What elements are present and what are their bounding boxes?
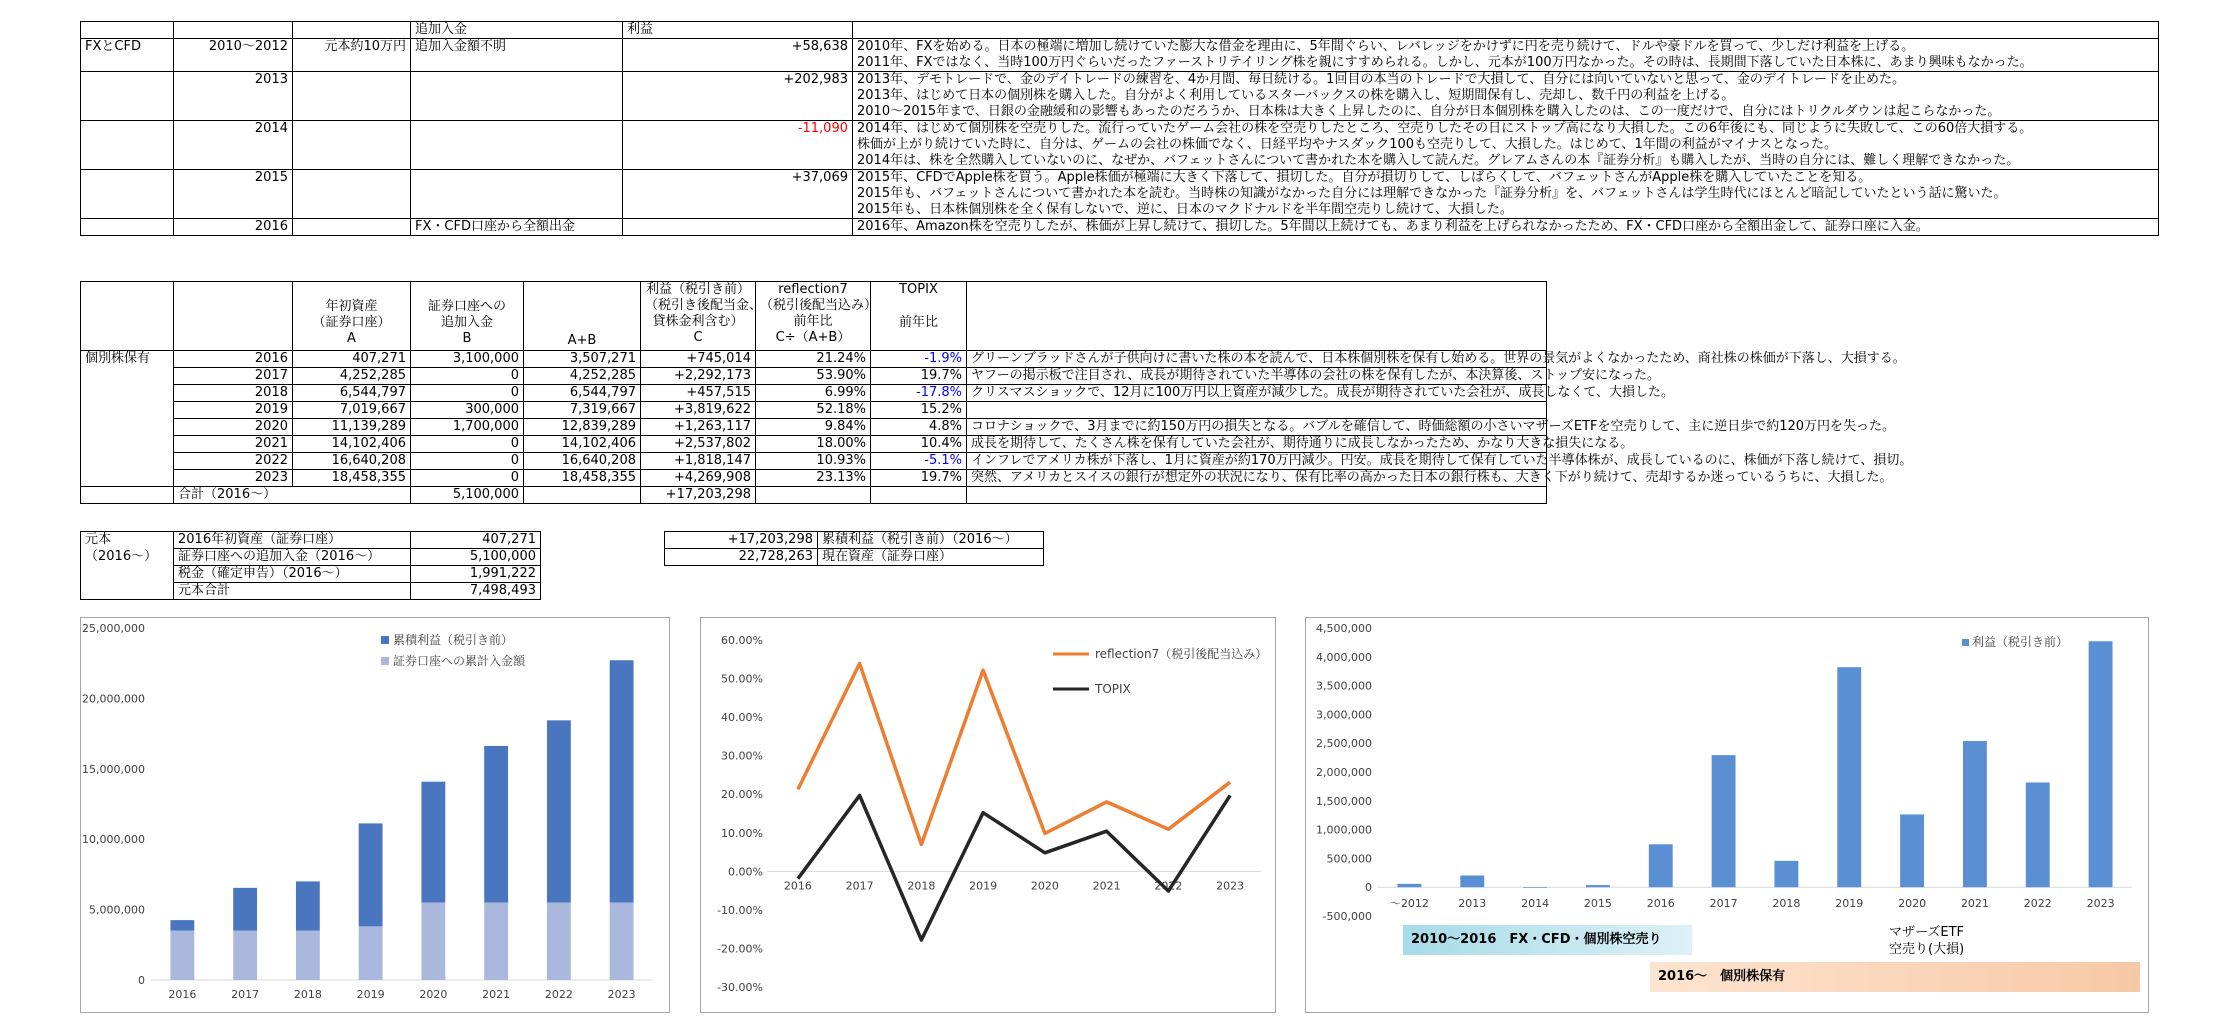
y-tick-label: -20.00%: [717, 942, 763, 956]
table2-cell-t: 19.7%: [871, 368, 967, 385]
table2-cell-a: 14,102,406: [293, 436, 411, 453]
table1-cell-c0: FXとCFD: [81, 39, 174, 72]
y-tick-label: -500,000: [1322, 910, 1372, 923]
table2-cell-r: 9.84%: [756, 419, 871, 436]
table2-cell-b: 0: [411, 453, 524, 470]
stock-holding-table: [80, 281, 1913, 504]
table2-total-cell: [967, 487, 1547, 504]
bar-profit: [547, 720, 571, 902]
table2-cell-note: [967, 402, 1547, 419]
table1-note: 2014年、はじめて個別株を空売りした。流行っていたゲーム会社の株を空売りしたところ、空売りしたその日にストップ高になり大損した。この6年後にも、同じように失敗して、この60倍大損する。: [853, 121, 2159, 138]
table2-row: [81, 453, 1547, 470]
table2-cell-a: 7,019,667: [293, 402, 411, 419]
table2-cell-year: 2020: [174, 419, 293, 436]
table2-cell-r: 10.93%: [756, 453, 871, 470]
bar-deposit: [359, 926, 383, 980]
x-tick-label: 2021: [482, 988, 511, 1001]
profit-bar: [1397, 884, 1421, 887]
table2-row: [81, 368, 1547, 385]
profit-bar: [1586, 885, 1610, 887]
table2-cell-r: 6.99%: [756, 385, 871, 402]
y-tick-label: 40.00%: [721, 711, 763, 725]
mothers-etf-note-2: 空売り(大損): [1889, 942, 1965, 957]
x-tick-label: 2020: [419, 988, 448, 1001]
table1-cell-c0: [81, 121, 174, 170]
summary-value: +17,203,298: [665, 532, 818, 549]
table2-header-row: [81, 282, 1547, 351]
table2-cell-b: 0: [411, 470, 524, 487]
principal-value: 5,100,000: [411, 549, 541, 566]
x-tick-label: 2021: [1960, 897, 1989, 911]
legend-swatch: [381, 657, 389, 665]
table1-row: [81, 39, 2159, 56]
bar-deposit: [610, 902, 634, 980]
principal-value: 1,991,222: [411, 566, 541, 583]
table2-cell-note: グリーンブラッドさんが子供向けに書いた株の本を読んで、日本株個別株を保有し始める。世界の景気がよくなかったため、商社株の株価が下落し、大損する。: [967, 351, 1547, 368]
table1-cell-c3: 追加入金額不明: [411, 39, 623, 72]
legend-swatch: [1962, 639, 1969, 646]
table1-header-cell: [293, 22, 411, 39]
header-profit: 利益（税引き前） （税引き後配当金、 貸株金利含む） C: [641, 282, 756, 351]
profit-bar: [1712, 755, 1736, 887]
table2-total-cell: +17,203,298: [641, 487, 756, 504]
table2-cell-ab: 4,252,285: [524, 368, 641, 385]
table1-cell-c1: 2013: [174, 72, 293, 121]
legend-label: reflection7（税引後配当込み）: [1095, 647, 1268, 661]
table1-cell-c1: 2010～2012: [174, 39, 293, 72]
table1-cell-c2: [293, 121, 411, 170]
bar-deposit: [421, 902, 445, 980]
table2-cell-b: 1,700,000: [411, 419, 524, 436]
table1-cell-c3: FX・CFD口座から全額出金: [411, 219, 623, 236]
fx-cfd-history-table: [80, 21, 2159, 236]
table2-total-row: [81, 487, 1547, 504]
y-tick-label: 3,500,000: [1316, 679, 1372, 693]
table1-note: 2010年、FXを始める。日本の極端に増加し続けていた膨大な借金を理由に、5年間ぐらい、レバレッジをかけずに円を売り続けて、ドルや豪ドルを買って、少しだけ利益を上げる。: [853, 39, 2159, 56]
summary-key: 現在資産（証券口座）: [818, 549, 1044, 566]
y-tick-label: 30.00%: [721, 749, 763, 763]
y-tick-label: 20.00%: [721, 788, 763, 802]
y-tick-label: 3,000,000: [1316, 708, 1372, 722]
table1-cell-c2: [293, 72, 411, 121]
table2-cell-note: 突然、アメリカとスイスの銀行が想定外の状況になり、保有比率の高かった日本の銀行株も、大きく下がり続けて、売却するか迷っているうちに、大損した。: [967, 470, 1547, 487]
bar-profit: [296, 881, 320, 930]
table2-cell-year: 2017: [174, 368, 293, 385]
table1-cell-c4: +202,983: [623, 72, 853, 121]
legend-label: TOPIX: [1095, 682, 1131, 696]
band-fx-cfd: 2010～2016 FX・CFD・個別株空売り: [1403, 925, 1692, 955]
table2-cell-year: 2019: [174, 402, 293, 419]
bar-deposit: [296, 931, 320, 980]
table2-cell-b: 0: [411, 436, 524, 453]
principal-sublabel: （2016～）: [81, 549, 174, 566]
table2-row-label: 個別株保有: [81, 351, 174, 487]
reflection7-line: [798, 664, 1230, 845]
table2-row: [81, 385, 1547, 402]
legend-label: 証券口座への累計入金額: [393, 654, 526, 668]
table1-row: [81, 121, 2159, 138]
x-tick-label: 2023: [607, 988, 636, 1001]
table1-header-profit: 利益: [623, 22, 853, 39]
y-tick-label: 50.00%: [721, 672, 763, 686]
table2-cell-ab: 3,507,271: [524, 351, 641, 368]
table1-cell-c0: [81, 72, 174, 121]
y-tick-label: 5,000,000: [89, 903, 145, 917]
x-tick-label: 2019: [1835, 897, 1864, 911]
table2-cell-c: +457,515: [641, 385, 756, 402]
x-tick-label: 2013: [1458, 897, 1487, 911]
y-tick-label: 500,000: [1326, 852, 1372, 866]
principal-key: 2016年初資産（証券口座）: [174, 532, 411, 549]
table2-cell-year: 2018: [174, 385, 293, 402]
header-topix: TOPIX 前年比: [871, 282, 967, 351]
x-tick-label: 2016: [1646, 897, 1675, 911]
band-stock-holding: 2016～ 個別株保有: [1650, 962, 2140, 992]
bar-profit: [610, 660, 634, 902]
x-tick-label: 2018: [907, 879, 936, 893]
y-tick-label: 1,000,000: [1316, 823, 1372, 837]
table2-cell-note: 成長を期待して、たくさん株を保有していた会社が、期待通りに成長しなかったため、かなり大きな損失になる。: [967, 436, 1547, 453]
profit-bar: [1900, 814, 1924, 887]
table1-note: 株価が上がり続けていた時に、自分は、ゲームの会社の株価でなく、日経平均やナスダック100も空売りして、大損した。はじめて、1年間の利益がマイナスとなった。: [853, 137, 2159, 153]
x-tick-label: 2019: [356, 988, 385, 1001]
bar-profit: [233, 888, 257, 931]
table2-cell-t: 10.4%: [871, 436, 967, 453]
table2-cell-ab: 16,640,208: [524, 453, 641, 470]
x-tick-label: 2021: [1092, 879, 1121, 893]
x-tick-label: 2019: [969, 879, 998, 893]
table1-note: 2014年は、株を全然購入していないのに、なぜか、バフェットさんについて書かれた本を購入して読んだ。グレアムさんの本『証券分析』も購入したが、当時の自分には、難しく理解できなかった。: [853, 153, 2159, 170]
legend-label: 利益（税引き前）: [1972, 635, 2069, 649]
y-tick-label: 0.00%: [728, 865, 763, 879]
x-tick-label: 2022: [1154, 879, 1183, 893]
table2-total-cell: 合計（2016～）: [174, 487, 411, 504]
table1-note: 2015年も、日本株個別株を全く保有しないで、逆に、日本のマクドナルドを半年間空売りし続けて、大損した。: [853, 202, 2159, 219]
x-tick-label: ～2012: [1389, 897, 1429, 911]
table1-header-deposit: 追加入金: [411, 22, 623, 39]
y-tick-label: 10,000,000: [82, 833, 145, 847]
summary-value: 22,728,263: [665, 549, 818, 566]
x-tick-label: 2017: [231, 988, 260, 1001]
principal-value: 407,271: [411, 532, 541, 549]
profit-bar: [1523, 887, 1547, 888]
y-tick-label: 1,500,000: [1316, 794, 1372, 808]
table2-cell-year: 2016: [174, 351, 293, 368]
table1-row: [81, 72, 2159, 89]
table2-cell-c: +1,263,117: [641, 419, 756, 436]
table2-row: [81, 419, 1547, 436]
table2-row: [81, 470, 1547, 487]
table2-cell-note: クリスマスショックで、12月に100万円以上資産が減少した。成長が期待されていた会社が、成長しなくて、大損した。: [967, 385, 1547, 402]
bar-deposit: [170, 931, 194, 980]
x-tick-label: 2014: [1521, 897, 1550, 911]
y-tick-label: 15,000,000: [82, 762, 145, 776]
table1-note: 2013年、はじめて日本の個別株を購入した。自分がよく利用しているスターバックスの株を購入し、短期間保有し、売却し、数千円の利益を上げる。: [853, 88, 2159, 104]
header-deposit: 証券口座への 追加入金 B: [411, 282, 524, 351]
table2-cell-c: +745,014: [641, 351, 756, 368]
profit-bar: [2089, 641, 2113, 887]
table1-row: [81, 219, 2159, 236]
x-tick-label: 2020: [1898, 897, 1927, 911]
table1-cell-c0: [81, 170, 174, 219]
profit-bar: [1649, 844, 1673, 887]
y-tick-label: -10.00%: [717, 903, 763, 917]
table1-cell-c2: 元本約10万円: [293, 39, 411, 72]
table2-cell-a: 407,271: [293, 351, 411, 368]
y-tick-label: 2,500,000: [1316, 737, 1372, 751]
table1-cell-c0: [81, 219, 174, 236]
x-tick-label: 2022: [2023, 897, 2052, 911]
x-tick-label: 2018: [1772, 897, 1801, 911]
bar-profit: [484, 746, 508, 903]
table1-note: 2010～2015年まで、日銀の金融緩和の影響もあったのだろうか、日本株は大きく上昇したのに、自分が日本個別株を購入したのは、この一度だけで、自分にはトリクルダウンは起こらなかった。: [853, 104, 2159, 121]
x-tick-label: 2017: [1709, 897, 1738, 911]
table2-cell-year: 2022: [174, 453, 293, 470]
bar-profit: [170, 920, 194, 930]
table2-cell-c: +2,537,802: [641, 436, 756, 453]
yearly-return-chart: [700, 617, 1276, 1013]
header-reflection7: reflection7 （税引後配当込み） 前年比 C÷（A+B）: [756, 282, 871, 351]
header-start-assets: 年初資産 （証券口座） A: [293, 282, 411, 351]
table2-cell-a: 16,640,208: [293, 453, 411, 470]
table2-cell-t: 4.8%: [871, 419, 967, 436]
table2-total-cell: [524, 487, 641, 504]
table1-cell-c1: 2015: [174, 170, 293, 219]
principal-label: 元本: [81, 532, 174, 549]
table2-cell-b: 3,100,000: [411, 351, 524, 368]
bar-profit: [421, 782, 445, 903]
profit-bar: [1774, 861, 1798, 887]
y-tick-label: 0: [138, 974, 145, 987]
table2-cell-note: インフレでアメリカ株が下落し、1月に資産が約170万円減少。円安。成長を期待して保有していた半導体株が、成長しているのに、株価が下落し続けて、損切。: [967, 453, 1547, 470]
table2-cell-a: 11,139,289: [293, 419, 411, 436]
table2-cell-t: -5.1%: [871, 453, 967, 470]
table2-cell-c: +1,818,147: [641, 453, 756, 470]
cumulative-assets-chart: [80, 617, 670, 1013]
table2-cell-b: 300,000: [411, 402, 524, 419]
table1-cell-c4: -11,090: [623, 121, 853, 170]
table2-cell-ab: 6,544,797: [524, 385, 641, 402]
table2-total-cell: [871, 487, 967, 504]
table2-cell-t: 19.7%: [871, 470, 967, 487]
table2-cell-ab: 12,839,289: [524, 419, 641, 436]
table2-cell-b: 0: [411, 385, 524, 402]
x-tick-label: 2015: [1583, 897, 1612, 911]
summary-key: 累積利益（税引き前）（2016～）: [818, 532, 1044, 549]
table2-cell-a: 6,544,797: [293, 385, 411, 402]
table1-cell-c1: 2014: [174, 121, 293, 170]
profit-bar: [1837, 667, 1861, 887]
table2-cell-r: 21.24%: [756, 351, 871, 368]
x-tick-label: 2017: [845, 879, 874, 893]
y-tick-label: 10.00%: [721, 826, 763, 840]
table2-cell-ab: 18,458,355: [524, 470, 641, 487]
principal-value: 7,498,493: [411, 583, 541, 600]
y-tick-label: 20,000,000: [82, 692, 145, 706]
table2-cell-year: 2021: [174, 436, 293, 453]
summary-table: [664, 531, 1044, 566]
x-tick-label: 2020: [1030, 879, 1059, 893]
table2-cell-c: +3,819,622: [641, 402, 756, 419]
profit-bar: [1460, 876, 1484, 888]
table2-cell-r: 23.13%: [756, 470, 871, 487]
principal-key: 証券口座への追加入金（2016～）: [174, 549, 411, 566]
table2-row: [81, 402, 1547, 419]
table2-cell-r: 52.18%: [756, 402, 871, 419]
table1-note: 2015年も、バフェットさんについて書かれた本を読む。当時株の知識がなかった自分には理解できなかった『証券分析』を、バフェットさんは学生時代にほとんど暗記していたという話に驚いた。: [853, 186, 2159, 202]
table2-cell-ab: 14,102,406: [524, 436, 641, 453]
topix-line: [798, 795, 1230, 940]
table2-row: [81, 351, 1547, 368]
header-a-plus-b: A+B: [524, 282, 641, 351]
y-tick-label: 4,000,000: [1316, 650, 1372, 664]
y-tick-label: 25,000,000: [82, 622, 145, 635]
table1-note: 2013年、デモトレードで、金のデイトレードの練習を、4か月間、毎日続ける。1回目の本当のトレードで大損して、自分には向いていないと思って、金のデイトレードを止めた。: [853, 72, 2159, 89]
bar-deposit: [484, 902, 508, 980]
principal-key: 元本合計: [174, 583, 411, 600]
principal-key: 税金（確定申告）（2016～）: [174, 566, 411, 583]
table1-header-cell: [174, 22, 293, 39]
table1-header-cell: [853, 22, 2159, 39]
table2-cell-year: 2023: [174, 470, 293, 487]
y-tick-label: 4,500,000: [1316, 622, 1372, 635]
table1-cell-c4: +37,069: [623, 170, 853, 219]
y-tick-label: 60.00%: [721, 634, 763, 647]
legend-label: 累積利益（税引き前）: [393, 633, 514, 647]
table1-cell-c3: [411, 72, 623, 121]
table1-cell-c4: +58,638: [623, 39, 853, 72]
table1-header-cell: [81, 22, 174, 39]
profit-bar: [1963, 741, 1987, 887]
table2-row: [81, 436, 1547, 453]
table1-note: 2015年、CFDでApple株を買う。Apple株価が極端に大きく下落して、損切した。自分が損切りして、しばらくして、バフェットさんがApple株を購入していたことを知る。: [853, 170, 2159, 187]
bar-deposit: [547, 902, 571, 980]
table2-cell-r: 18.00%: [756, 436, 871, 453]
table1-cell-c2: [293, 170, 411, 219]
table2-cell-c: +2,292,173: [641, 368, 756, 385]
x-tick-label: 2022: [544, 988, 573, 1001]
table1-cell-c2: [293, 219, 411, 236]
y-tick-label: 0: [1365, 881, 1372, 895]
x-tick-label: 2016: [783, 879, 812, 893]
table1-row: [81, 170, 2159, 187]
table2-cell-c: +4,269,908: [641, 470, 756, 487]
table2-cell-t: -1.9%: [871, 351, 967, 368]
legend-swatch: [381, 636, 389, 644]
table2-total-cell: 5,100,000: [411, 487, 524, 504]
table2-cell-t: -17.8%: [871, 385, 967, 402]
x-tick-label: 2016: [168, 988, 197, 1001]
table1-cell-c1: 2016: [174, 219, 293, 236]
table2-cell-note: コロナショックで、3月までに約150万円の損失となる。バブルを確信して、時価総額の小さいマザーズETFを空売りして、主に逆日歩で約120万円を失った。: [967, 419, 1547, 436]
table1-cell-c4: [623, 219, 853, 236]
principal-table: [80, 531, 541, 600]
table1-note: 2016年、Amazon株を空売りしたが、株価が上昇し続けて、損切した。5年間以上続けても、あまり利益を上げられなかったため、FX・CFD口座から全額出金して、証券口座に入金。: [853, 219, 2159, 236]
table1-cell-c3: [411, 121, 623, 170]
table2-total-cell: [756, 487, 871, 504]
table2-total-cell: [81, 487, 174, 504]
table2-cell-t: 15.2%: [871, 402, 967, 419]
table2-cell-b: 0: [411, 368, 524, 385]
table2-cell-note: ヤフーの掲示板で注目され、成長が期待されていた半導体の会社の株を保有したが、本決算後、ストップ安になった。: [967, 368, 1547, 385]
table2-cell-a: 4,252,285: [293, 368, 411, 385]
table2-cell-ab: 7,319,667: [524, 402, 641, 419]
x-tick-label: 2023: [1216, 879, 1245, 893]
bar-profit: [359, 823, 383, 926]
mothers-etf-note: マザーズETF: [1889, 925, 1964, 940]
profit-bar: [2026, 782, 2050, 887]
table2-cell-a: 18,458,355: [293, 470, 411, 487]
y-tick-label: 2,000,000: [1316, 766, 1372, 779]
y-tick-label: -30.00%: [717, 981, 763, 994]
table2-cell-r: 53.90%: [756, 368, 871, 385]
cumulative-assets-chart-svg: [81, 618, 669, 1012]
yearly-return-chart-svg: [701, 618, 1275, 1012]
table1-cell-c3: [411, 170, 623, 219]
bar-deposit: [233, 931, 257, 980]
x-tick-label: 2018: [293, 988, 322, 1001]
table1-header-row: [81, 22, 2159, 39]
table1-note: 2011年、FXではなく、当時100万円ぐらいだったファーストリテイリング株を親にすすめられる。しかし、元本が100万円なかった。その時は、長期間下落していた日本株に、あまり興味もなかった。: [853, 55, 2159, 72]
x-tick-label: 2023: [2086, 897, 2115, 911]
